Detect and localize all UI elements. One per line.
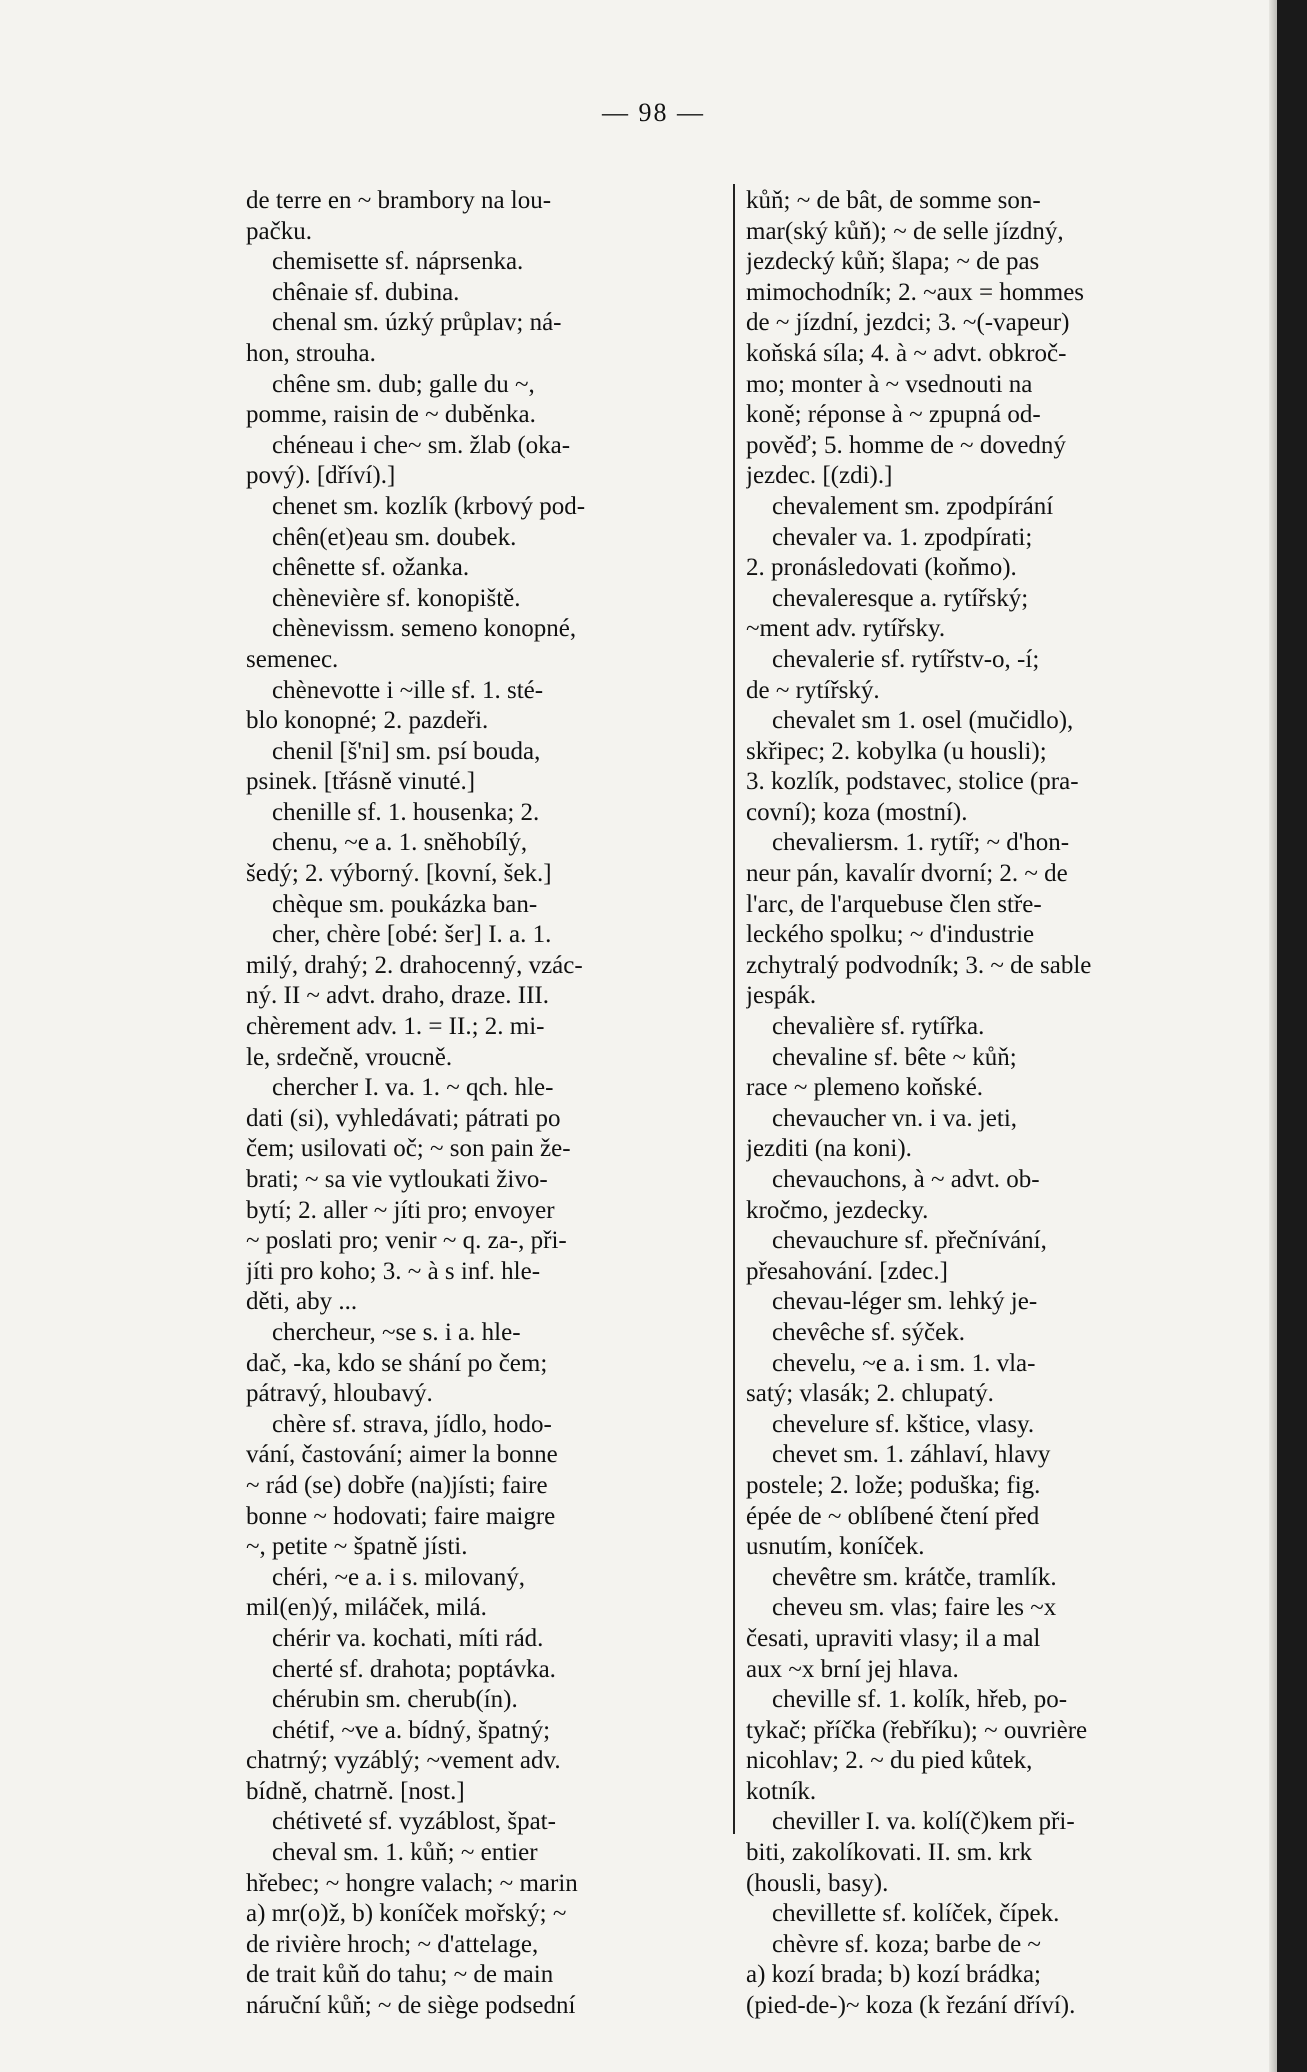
dictionary-line: jespák.: [746, 982, 817, 1010]
dictionary-line: cheveu sm. vlas; faire les ~x: [772, 1594, 1057, 1622]
dictionary-line: chérubin sm. cherub(ín).: [272, 1686, 518, 1714]
dictionary-line: cheville sf. 1. kolík, hřeb, po-: [772, 1686, 1068, 1714]
dictionary-line: de terre en ~ brambory na lou-: [246, 187, 552, 214]
dictionary-line: 2. pronásledovati (koňmo).: [746, 554, 1017, 582]
dictionary-line: a) mr(o)ž, b) koníček mořský; ~: [246, 1900, 567, 1928]
dictionary-line: race ~ plemeno koňské.: [746, 1074, 984, 1102]
dictionary-line: chèrement adv. 1. = II.; 2. mi-: [246, 1013, 545, 1041]
dictionary-line: chère sf. strava, jídlo, hodo-: [272, 1410, 552, 1438]
dictionary-line: děti, aby ...: [246, 1288, 358, 1316]
dictionary-line: covní); koza (mostní).: [746, 798, 968, 826]
dictionary-line: chêne sm. dub; galle du ~,: [272, 370, 535, 398]
dictionary-line: (housli, basy).: [746, 1869, 889, 1897]
left-column: [246, 186, 724, 2022]
dictionary-line: vání, častování; aimer la bonne: [246, 1441, 558, 1469]
dictionary-line: de ~ jízdní, jezdci; 3. ~(-vapeur): [746, 309, 1070, 337]
dictionary-line: bonne ~ hodovati; faire maigre: [246, 1502, 556, 1530]
dictionary-line: kotník.: [746, 1777, 817, 1805]
dictionary-line: chevêche sf. sýček.: [772, 1318, 965, 1346]
dictionary-line: jezdecký kůň; šlapa; ~ de pas: [746, 248, 1040, 276]
dictionary-line: pomme, raisin de ~ duběnka.: [246, 401, 536, 429]
dictionary-line: ~ poslati pro; venir ~ q. za-, při-: [246, 1227, 567, 1255]
page-edge-shadow: [1269, 0, 1277, 2072]
dictionary-line: hon, strouha.: [246, 339, 376, 367]
dictionary-line: mil(en)ý, miláček, milá.: [246, 1594, 487, 1622]
dictionary-line: cher, chère [obé: šer] I. a. 1.: [272, 921, 552, 949]
dictionary-line: koňská síla; 4. à ~ advt. obkroč-: [746, 339, 1067, 367]
dictionary-line: cheval sm. 1. kůň; ~ entier: [272, 1839, 538, 1867]
dictionary-line: chèvre sf. koza; barbe de ~: [772, 1930, 1041, 1958]
dictionary-line: nicohlav; 2. ~ du pied kůtek,: [746, 1747, 1033, 1775]
dictionary-line: psinek. [třásně vinuté.]: [246, 768, 476, 796]
dictionary-line: chevaline sf. bête ~ kůň;: [772, 1043, 1017, 1071]
dictionary-line: chenu, ~e a. 1. sněhobílý,: [272, 829, 528, 857]
dictionary-line: a) kozí brada; b) kozí brádka;: [746, 1961, 1042, 1989]
dictionary-line: chevalement sm. zpodpírání: [772, 492, 1054, 520]
dictionary-line: cherté sf. drahota; poptávka.: [272, 1655, 556, 1683]
dictionary-line: chevaleresque a. rytířský;: [772, 584, 1029, 612]
dictionary-line: chevêtre sm. krátče, tramlík.: [772, 1563, 1057, 1591]
dictionary-line: pověď; 5. homme de ~ dovedný: [746, 431, 1066, 459]
dictionary-line: biti, zakolíkovati. II. sm. krk: [746, 1839, 1033, 1867]
dictionary-line: dati (si), vyhledávati; pátrati po: [246, 1104, 561, 1132]
dictionary-line: jezdec. [(zdi).]: [746, 462, 893, 490]
dictionary-line: koně; réponse à ~ zpupná od-: [746, 401, 1041, 429]
dictionary-line: chevet sm. 1. záhlaví, hlavy: [772, 1441, 1051, 1469]
dictionary-line: chérir va. kochati, míti rád.: [272, 1624, 544, 1652]
dictionary-line: mo; monter à ~ vsednouti na: [746, 370, 1033, 398]
dictionary-line: pačku.: [246, 217, 312, 245]
dictionary-line: zchytralý podvodník; 3. ~ de sable: [746, 951, 1092, 979]
dictionary-line: chevillette sf. kolíček, čípek.: [772, 1900, 1060, 1928]
dictionary-line: přesahování. [zdec.]: [746, 1257, 948, 1285]
dictionary-line: cheviller I. va. kolí(č)kem při-: [772, 1808, 1075, 1836]
dictionary-line: chenil [š'ni] sm. psí bouda,: [272, 737, 541, 765]
dictionary-line: chevalerie sf. rytířstv-o, -í;: [772, 645, 1040, 673]
dictionary-line: aux ~x brní jej hlava.: [746, 1655, 959, 1683]
dictionary-line: chènevissm. semeno konopné,: [272, 615, 577, 643]
dictionary-line: chatrný; vyzáblý; ~vement adv.: [246, 1747, 561, 1775]
dictionary-line: chemisette sf. náprsenka.: [272, 248, 524, 276]
dictionary-line: chétiveté sf. vyzáblost, špat-: [272, 1808, 556, 1836]
dictionary-line: de rivière hroch; ~ d'attelage,: [246, 1930, 539, 1958]
dictionary-line: mar(ský kůň); ~ de selle jízdný,: [746, 217, 1064, 245]
dictionary-line: chercheur, ~se s. i a. hle-: [272, 1318, 521, 1346]
dictionary-line: épée de ~ oblíbené čtení před: [746, 1502, 1040, 1530]
dictionary-line: l'arc, de l'arquebuse člen stře-: [746, 890, 1042, 918]
dictionary-line: neur pán, kavalír dvorní; 2. ~ de: [746, 860, 1068, 888]
dictionary-line: (pied-de-)~ koza (k řezání dříví).: [746, 1992, 1076, 2020]
dictionary-line: leckého spolku; ~ d'industrie: [746, 921, 1035, 949]
column-divider: [733, 184, 735, 1834]
dictionary-line: chenal sm. úzký průplav; ná-: [272, 309, 562, 337]
dictionary-line: chènevotte i ~ille sf. 1. sté-: [272, 676, 544, 704]
dictionary-line: usnutím, koníček.: [746, 1533, 925, 1561]
dictionary-line: 3. kozlík, podstavec, stolice (pra-: [746, 768, 1079, 796]
dictionary-line: skřipec; 2. kobylka (u housli);: [746, 737, 1047, 765]
dictionary-line: chéri, ~e a. i s. milovaný,: [272, 1563, 526, 1591]
dictionary-line: bytí; 2. aller ~ jíti pro; envoyer: [246, 1196, 555, 1224]
dictionary-line: chenet sm. kozlík (krbový pod-: [272, 492, 586, 520]
dictionary-line: de ~ rytířský.: [746, 676, 880, 704]
page-number: — 98 —: [602, 98, 705, 127]
dictionary-line: le, srdečně, vroucně.: [246, 1043, 453, 1071]
dictionary-line: chevelure sf. kštice, vlasy.: [772, 1410, 1035, 1438]
dictionary-line: chevaucher vn. i va. jeti,: [772, 1104, 1018, 1132]
right-column: [746, 186, 1224, 2022]
dictionary-line: chéneau i che~ sm. žlab (oka-: [272, 431, 571, 459]
dictionary-line: chênette sf. ožanka.: [272, 554, 470, 582]
dictionary-line: tykač; příčka (řebříku); ~ ouvrière: [746, 1716, 1088, 1744]
scan-border: [1277, 0, 1307, 2072]
dictionary-line: chevauchure sf. přečnívání,: [772, 1227, 1047, 1255]
dictionary-line: jíti pro koho; 3. ~ à s inf. hle-: [246, 1257, 541, 1285]
dictionary-line: jezditi (na koni).: [746, 1135, 912, 1163]
dictionary-line: šedý; 2. výborný. [kovní, šek.]: [246, 860, 552, 888]
dictionary-line: chevelu, ~e a. i sm. 1. vla-: [772, 1349, 1036, 1377]
dictionary-line: ný. II ~ advt. draho, draze. III.: [246, 982, 549, 1010]
dictionary-line: chevalet sm 1. osel (mučidlo),: [772, 707, 1074, 735]
dictionary-line: blo konopné; 2. pazdeři.: [246, 707, 489, 735]
dictionary-line: chênaie sf. dubina.: [272, 278, 460, 306]
dictionary-line: bídně, chatrně. [nost.]: [246, 1777, 465, 1805]
dictionary-line: hřebec; ~ hongre valach; ~ marin: [246, 1869, 578, 1897]
dictionary-line: brati; ~ sa vie vytloukati živo-: [246, 1166, 548, 1193]
dictionary-line: náruční kůň; ~ de siège podsední: [246, 1992, 576, 2020]
dictionary-line: chercher I. va. 1. ~ qch. hle-: [272, 1074, 554, 1102]
dictionary-line: mimochodník; 2. ~aux = hommes: [746, 278, 1085, 306]
dictionary-line: de trait kůň do tahu; ~ de main: [246, 1961, 554, 1989]
dictionary-line: chevau-léger sm. lehký je-: [772, 1288, 1038, 1316]
dictionary-line: chétif, ~ve a. bídný, špatný;: [272, 1716, 551, 1744]
dictionary-line: chèque sm. poukázka ban-: [272, 890, 538, 918]
dictionary-line: ~ rád (se) dobře (na)jísti; faire: [246, 1471, 548, 1499]
dictionary-line: chevaliersm. 1. rytíř; ~ d'hon-: [772, 829, 1070, 857]
dictionary-line: pátravý, hloubavý.: [246, 1380, 433, 1408]
dictionary-line: semenec.: [246, 645, 339, 673]
dictionary-line: chènevière sf. konopiště.: [272, 584, 521, 612]
dictionary-line: dač, -ka, kdo se shání po čem;: [246, 1349, 548, 1377]
dictionary-line: čem; usilovati oč; ~ son pain že-: [246, 1135, 571, 1163]
dictionary-line: kůň; ~ de bât, de somme son-: [746, 187, 1041, 214]
dictionary-line: ~ment adv. rytířsky.: [746, 615, 946, 643]
dictionary-line: chevauchons, à ~ advt. ob-: [772, 1166, 1040, 1193]
dictionary-line: ~, petite ~ špatně jísti.: [246, 1533, 468, 1561]
dictionary-line: milý, drahý; 2. drahocenný, vzác-: [246, 951, 583, 979]
dictionary-line: česati, upraviti vlasy; il a mal: [746, 1624, 1041, 1652]
dictionary-line: kročmo, jezdecky.: [746, 1196, 929, 1224]
dictionary-line: satý; vlasák; 2. chlupatý.: [746, 1380, 994, 1408]
dictionary-line: chevaler va. 1. zpodpírati;: [772, 523, 1033, 551]
dictionary-line: chenille sf. 1. housenka; 2.: [272, 798, 540, 826]
dictionary-line: chên(et)eau sm. doubek.: [272, 523, 517, 551]
dictionary-line: postele; 2. lože; poduška; fig.: [746, 1471, 1041, 1499]
dictionary-line: chevalière sf. rytířka.: [772, 1013, 985, 1041]
dictionary-line: pový). [dříví).]: [246, 462, 396, 490]
